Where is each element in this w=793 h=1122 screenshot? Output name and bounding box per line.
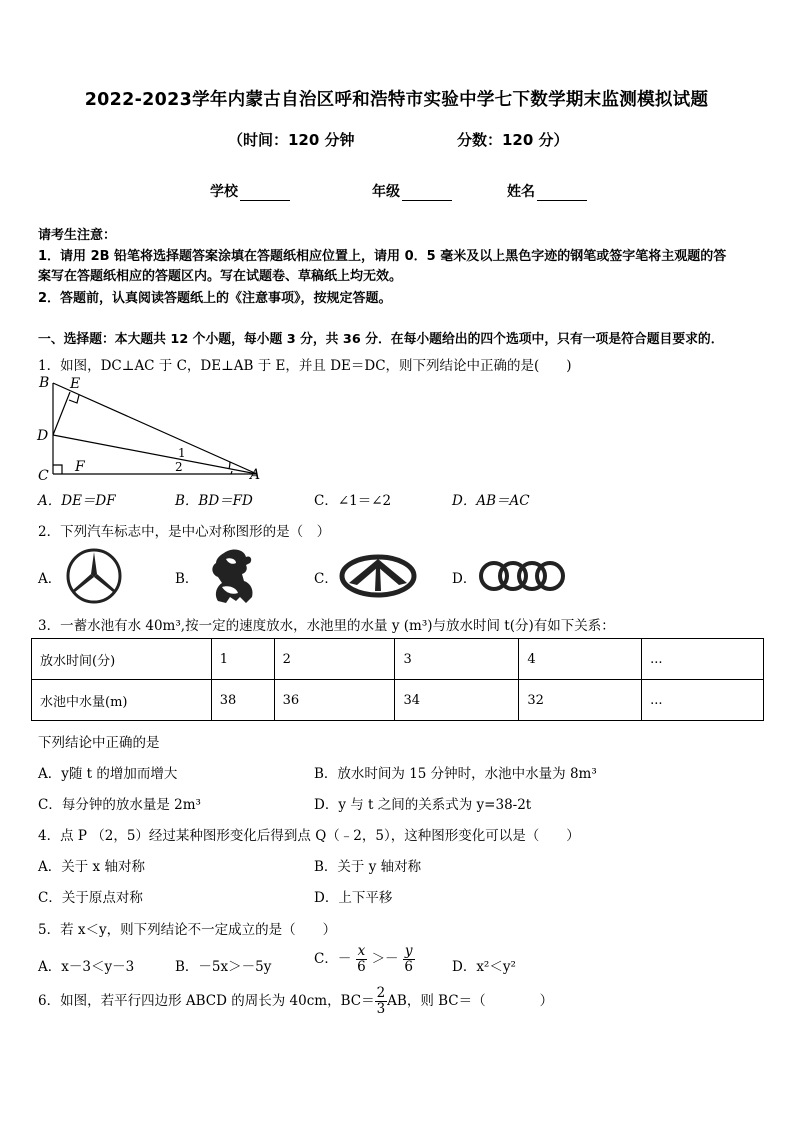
table-cell: 36 xyxy=(274,680,395,721)
q5-option-a: A．x－3＜y－3 xyxy=(38,959,135,975)
table-cell: 38 xyxy=(211,680,274,721)
notice-line-2: 2．答题前，认真阅读答题纸上的《注意事项》，按规定答题。 xyxy=(38,291,392,306)
q2-option-a: A． xyxy=(38,571,62,587)
table-cell: 4 xyxy=(519,639,642,680)
q5-option-d: D．x²＜y² xyxy=(452,959,516,975)
q3-stem: 3．一蓄水池有水 40m³,按一定的速度放水，水池里的水量 y (m³)与放水时间 t(分)有如下关系： xyxy=(38,618,615,634)
exam-score: 分数：120 分） xyxy=(457,131,569,149)
school-field: 学校 xyxy=(210,181,290,201)
angle-2-label: 2 xyxy=(175,460,183,474)
notice-line-1: 1．请用 2B 铅笔将选择题答案涂填在答题纸相应位置上，请用 0．5 毫米及以上黑色字迹的钢笔或签字笔将主观题的答 xyxy=(38,249,727,264)
table-row xyxy=(32,639,764,680)
page-title: 2022-2023学年内蒙古自治区呼和浩特市实验中学七下数学期末监测模拟试题 xyxy=(84,90,709,110)
q2-option-c: C． xyxy=(314,571,338,587)
angle-1-label: 1 xyxy=(178,446,186,460)
q5-stem: 5．若 x＜y，则下列结论不一定成立的是（ ） xyxy=(38,922,337,938)
q4-option-c: C．关于原点对称 xyxy=(38,890,143,906)
q4-stem: 4．点 P （2，5）经过某种图形变化后得到点 Q（﹣2，5），这种图形变化可以是（ ） xyxy=(38,828,580,844)
table-cell: 34 xyxy=(395,680,519,721)
infiniti-logo-icon xyxy=(339,553,417,599)
audi-rings-logo-icon xyxy=(478,559,566,593)
q4-option-d: D．上下平移 xyxy=(314,890,393,906)
q1-option-d: D．AB＝AC xyxy=(452,493,530,509)
q3-option-c: C．每分钟的放水量是 2m³ xyxy=(38,797,201,813)
q5-option-c: C．－ $\frac{x}{6}$ ＞－ $\frac{y}{6}$ xyxy=(314,943,413,975)
q1-option-c: C．∠1＝∠2 xyxy=(314,493,392,509)
q4-option-a: A．关于 x 轴对称 xyxy=(38,859,145,875)
table-cell: 放水时间(分) xyxy=(32,639,212,680)
label-a: A xyxy=(250,467,261,483)
table-row xyxy=(32,680,764,721)
q2-option-b: B． xyxy=(175,571,199,587)
exam-time: （时间：120 分钟 xyxy=(228,131,355,149)
grade-field: 年级 xyxy=(372,181,452,201)
table-cell: ... xyxy=(642,639,764,680)
label-d: D xyxy=(37,428,49,444)
q5-option-b: B．－5x＞－5y xyxy=(175,959,272,975)
table-cell: ... xyxy=(642,680,764,721)
section-heading: 一、选择题：本大题共 12 个小题，每小题 3 分，共 36 分．在每小题给出的四个选项中，只有一项是符合题目要求的． xyxy=(38,332,724,347)
q6-stem: 6．如图，若平行四边形 ABCD 的周长为 40cm，BC＝ $\frac{2}{3}$ AB，则 BC＝（ ） xyxy=(38,985,554,1017)
name-field: 姓名 xyxy=(507,181,587,201)
fraction: $\frac{2}{3}$ xyxy=(376,985,386,1017)
table-cell: 2 xyxy=(274,639,395,680)
label-c: C xyxy=(38,468,49,484)
peugeot-lion-logo-icon xyxy=(206,547,260,605)
notice-line-1b: 案写在答题纸相应的答题区内。写在试题卷、草稿纸上均无效。 xyxy=(38,269,403,284)
label-b: B xyxy=(39,375,50,391)
q2-stem: 2．下列汽车标志中，是中心对称图形的是（ ） xyxy=(38,524,331,540)
q3-option-b: B．放水时间为 15 分钟时，水池中水量为 8m³ xyxy=(314,766,597,782)
notice-heading: 请考生注意： xyxy=(38,228,117,243)
table-cell: 32 xyxy=(519,680,642,721)
q2-option-d: D． xyxy=(452,571,477,587)
table-cell: 水池中水量(m) xyxy=(32,680,212,721)
label-f: F xyxy=(75,459,85,475)
q3-option-a: A．y随 t 的增加而增大 xyxy=(38,766,178,782)
q3-option-d: D．y 与 t 之间的关系式为 y=38-2t xyxy=(314,797,532,813)
q1-option-a: A．DE＝DF xyxy=(38,493,116,509)
q3-data-table xyxy=(31,638,764,721)
fraction: $\frac{y}{6}$ xyxy=(404,943,413,975)
label-e: E xyxy=(70,376,81,392)
table-cell: 3 xyxy=(395,639,519,680)
q1-option-b: B．BD＝FD xyxy=(175,493,253,509)
q3-lead: 下列结论中正确的是 xyxy=(38,735,160,751)
fraction: $\frac{x}{6}$ xyxy=(357,943,366,975)
table-cell: 1 xyxy=(211,639,274,680)
mercedes-logo-icon xyxy=(64,548,124,604)
q1-stem: 1．如图，DC⊥AC 于 C，DE⊥AB 于 E，并且 DE＝DC，则下列结论中正确的是( ) xyxy=(38,358,572,374)
q1-triangle-figure xyxy=(34,374,269,484)
q4-option-b: B．关于 y 轴对称 xyxy=(314,859,422,875)
